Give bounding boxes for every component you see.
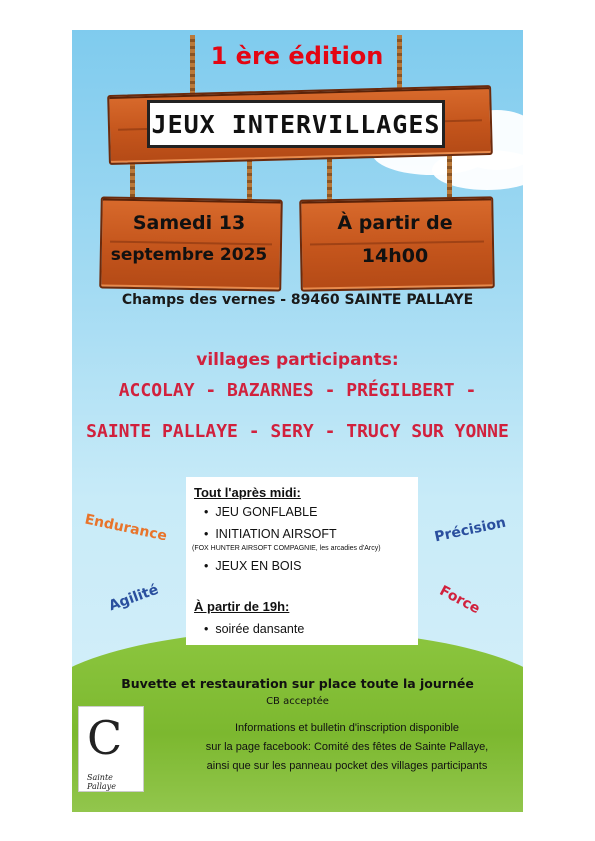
info-line1: Informations et bulletin d'inscription disponible [234,722,460,734]
date-line1: Samedi 13 [132,212,246,234]
villages-line2: SAINTE PALLAYE - SERY - TRUCY SUR YONNE [86,421,509,442]
afternoon-heading: Tout l'après midi: [194,485,301,500]
word-agilite: Agilité [106,581,161,615]
logo-signature: Sainte Pallaye [87,773,116,791]
rope [327,155,332,205]
villages-line1: ACCOLAY - BAZARNES - PRÉGILBERT - [118,380,477,401]
time-line2: 14h00 [361,245,429,267]
date-line2: septembre 2025 [110,245,268,265]
page-title: JEUX INTERVILLAGES [151,109,441,139]
word-precision: Précision [433,514,508,546]
evening-heading: À partir de 19h: [194,599,290,614]
food-notice: Buvette et restauration sur place toute la journée [121,676,474,691]
info-line2: sur la page facebook: Comité des fêtes de Sainte Pallaye, [205,741,489,753]
program-box [186,477,418,645]
airsoft-note: (FOX HUNTER AIRSOFT COMPAGNIE, les arcadies d'Arcy) [192,545,381,552]
rope [190,35,195,100]
villages-heading: villages participants: [196,350,399,370]
edition-label: 1 ère édition [210,42,384,70]
list-item: • JEU GONFLABLE [204,505,318,519]
logo-c-icon: C [87,711,123,765]
rope [247,155,252,205]
wooden-sign-date [99,196,283,291]
comite-logo [78,706,144,792]
cb-notice: CB acceptée [266,696,329,707]
list-item: • soirée dansante [204,622,305,636]
wooden-sign-time [299,196,495,291]
location: Champs des vernes - 89460 SAINTE PALLAYE [121,292,474,308]
time-line1: À partir de [337,212,453,234]
list-item: • INITIATION AIRSOFT [204,527,337,541]
info-line3: ainsi que sur les panneau pocket des villages participants [206,760,488,772]
title-box [147,100,445,148]
poster [72,30,523,812]
word-endurance: Endurance [83,511,169,545]
list-item: • JEUX EN BOIS [204,559,302,573]
word-force: Force [436,582,483,618]
